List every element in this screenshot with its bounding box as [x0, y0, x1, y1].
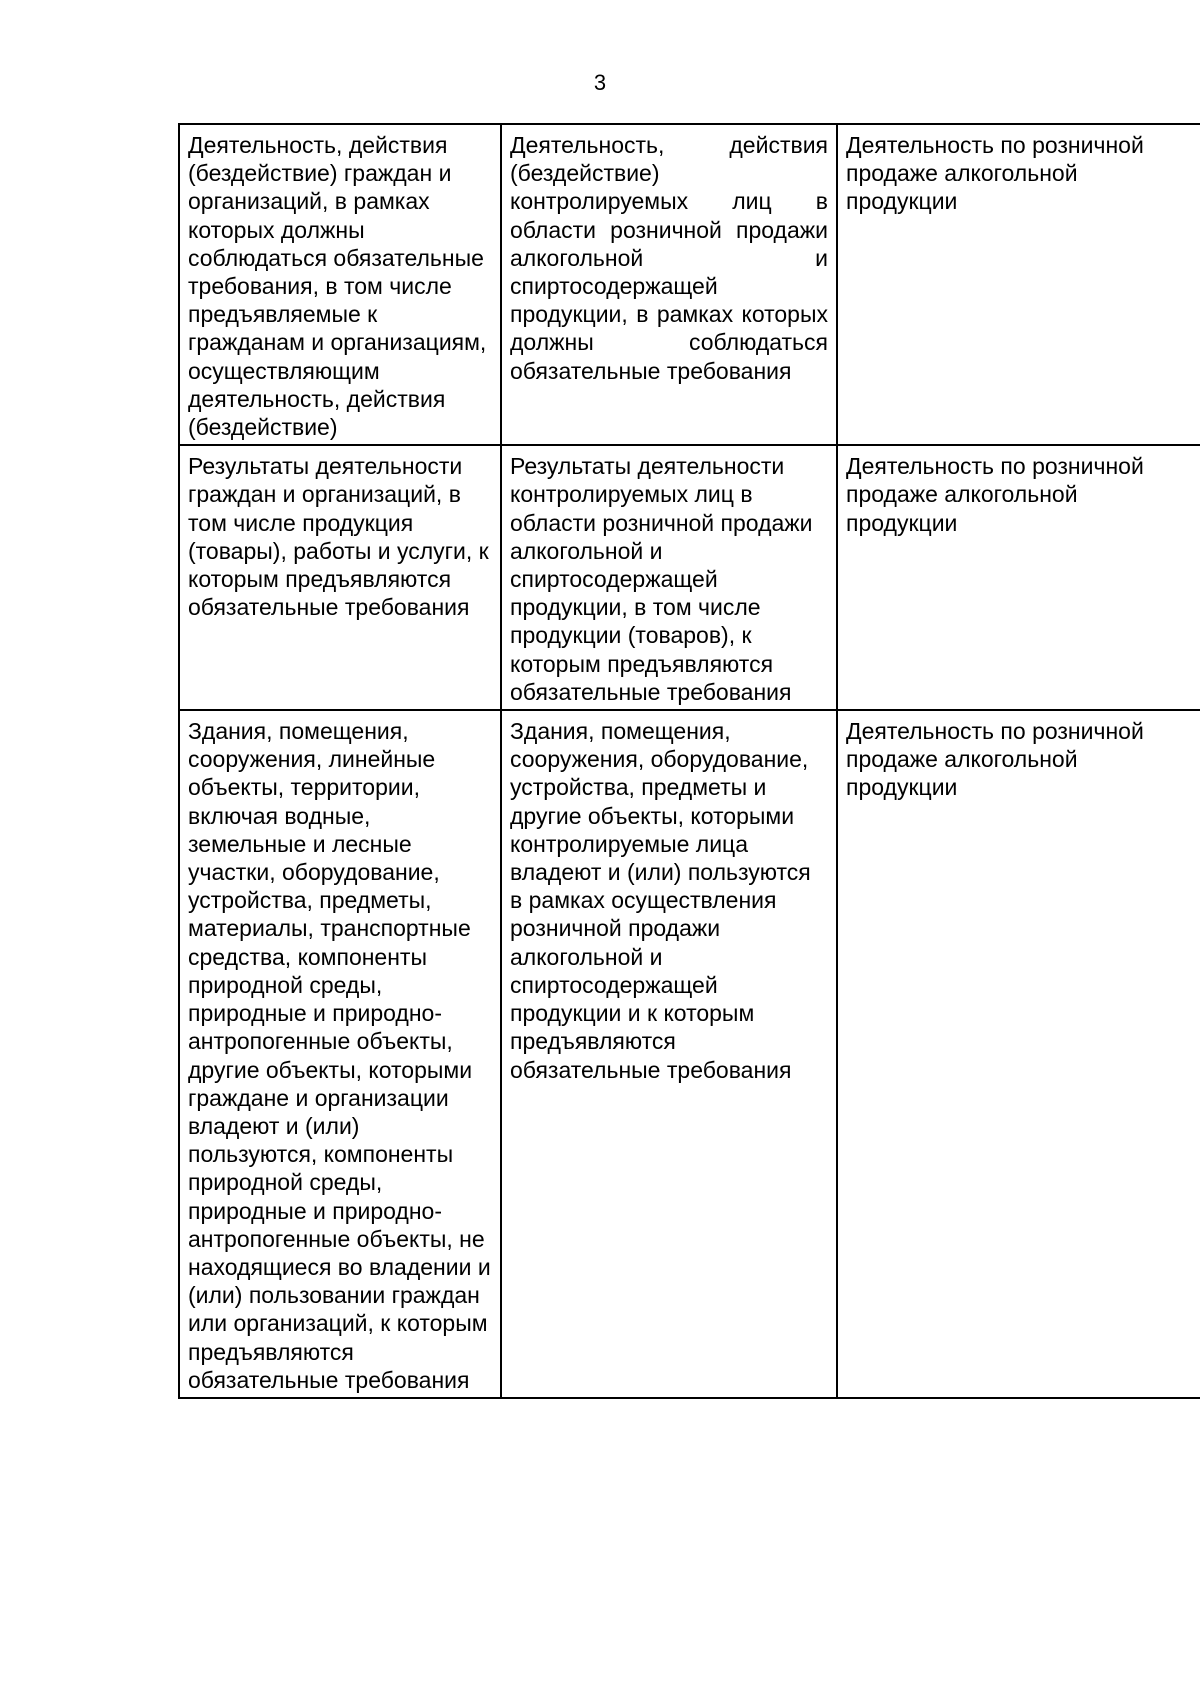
table-cell-objects-general: Деятельность, действия (бездействие) граждан и организаций, в рамках которых должны соблюдаться обязательные требования, в том числе предъявляемые к гражданам и организациям, осуществляющим деятельность, действия (бездействие)	[179, 124, 501, 445]
table-cell-activity-type: Деятельность по розничной продаже алкогольной продукции	[837, 710, 1200, 1398]
page-number: 3	[593, 70, 607, 95]
table-cell-objects-specific: Здания, помещения, сооружения, оборудование, устройства, предметы и другие объекты, которыми контролируемые лица владеют и (или) пользуются в рамках осуществления розничной продажи алкогольной и спиртосодержащей продукции и к которым предъявляются обязательные требования	[501, 710, 837, 1398]
table-cell-objects-general: Здания, помещения, сооружения, линейные объекты, территории, включая водные, земельные и лесные участки, оборудование, устройства, предметы, материалы, транспортные средства, компоненты природной среды, природные и природно-антропогенные объекты, другие объекты, которыми граждане и организации владеют и (или) пользуются, компоненты природной среды, природные и природно-антропогенные объекты, не находящиеся во владении и (или) пользовании граждан или организаций, к которым предъявляются обязательные требования	[179, 710, 501, 1398]
table-cell-objects-specific: Деятельность, действия (бездействие) контролируемых лиц в области розничной продажи алкогольной и спиртосодержащей продукции, в рамках которых должны соблюдаться обязательные требования	[501, 124, 837, 445]
table-row	[179, 710, 1200, 1398]
table-row	[179, 445, 1200, 710]
table-row	[179, 124, 1200, 445]
objects-table	[178, 123, 1200, 1399]
table-cell-objects-general: Результаты деятельности граждан и организаций, в том числе продукция (товары), работы и услуги, к которым предъявляются обязательные требования	[179, 445, 501, 710]
table-cell-activity-type: Деятельность по розничной продаже алкогольной продукции	[837, 445, 1200, 710]
table-cell-objects-specific: Результаты деятельности контролируемых лиц в области розничной продажи алкогольной и спиртосодержащей продукции, в том числе продукции (товаров), к которым предъявляются обязательные требования	[501, 445, 837, 710]
table-cell-activity-type: Деятельность по розничной продаже алкогольной продукции	[837, 124, 1200, 445]
